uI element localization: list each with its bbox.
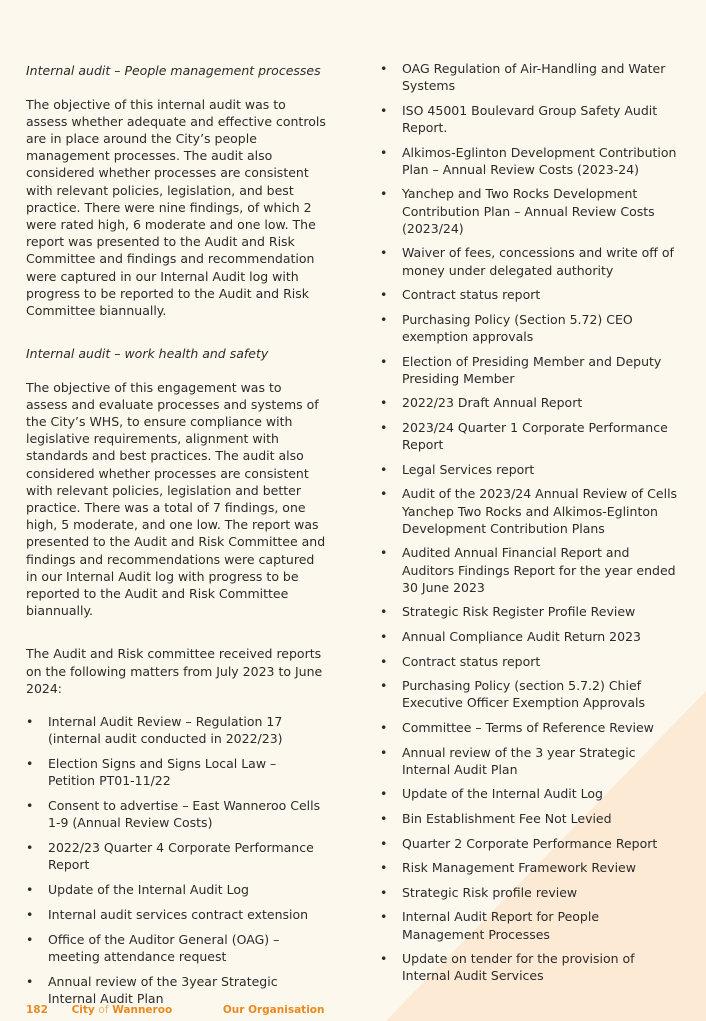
list-item: • Audited Annual Financial Report and Auditors Findings Report for the year ended 30 June 2023 <box>380 544 685 596</box>
page-number: 182 <box>26 1004 48 1016</box>
paragraph-people-management: The objective of this internal audit was to assess whether adequate and effective controls are in place around the City’s people management processes. The audit also considered whether processes are consistent with relevant policies, legislation, and best practice. There were nine findings, of which 2 were rated high, 6 moderate and one low. The report was presented to the Audit and Risk Committee and findings and recommendation were captured in our Internal Audit log with progress to be reported to the Audit and Risk Committee biannually. <box>26 96 326 318</box>
organisation-name <box>72 1004 173 1016</box>
heading-work-health-safety: Internal audit – work health and safety <box>26 346 269 362</box>
list-item: • Contract status report <box>380 653 685 670</box>
list-item: • Update of the Internal Audit Log <box>26 881 326 898</box>
list-item: • Update on tender for the provision of Internal Audit Services <box>380 950 685 984</box>
list-item: • Internal Audit Review – Regulation 17 (internal audit conducted in 2022/23) <box>26 713 326 747</box>
section-name: Our Organisation <box>222 1004 325 1016</box>
list-item: • Internal Audit Report for People Management Processes <box>380 908 685 942</box>
list-item: • Committee – Terms of Reference Review <box>380 719 685 736</box>
list-item: • Update of the Internal Audit Log <box>380 785 685 802</box>
left-column <box>26 60 326 1015</box>
list-item: • Waiver of fees, concessions and write off of money under delegated authority <box>380 244 685 278</box>
list-item: • Annual Compliance Audit Return 2023 <box>380 628 685 645</box>
right-report-list <box>380 60 685 985</box>
org-city: City <box>71 1004 95 1016</box>
list-item: • Alkimos-Eglinton Development Contribution Plan – Annual Review Costs (2023-24) <box>380 144 685 178</box>
page-footer <box>26 1004 325 1016</box>
list-item: • Consent to advertise – East Wanneroo Cells 1-9 (Annual Review Costs) <box>26 797 326 831</box>
list-item: • Contract status report <box>380 286 685 303</box>
list-item: • Annual review of the 3year Strategic Internal Audit Plan <box>26 973 326 1007</box>
list-item: • ISO 45001 Boulevard Group Safety Audit Report. <box>380 102 685 136</box>
list-item: • Strategic Risk profile review <box>380 884 685 901</box>
heading-people-management: Internal audit – People management processes <box>26 63 321 78</box>
list-item: • Quarter 2 Corporate Performance Report <box>380 835 685 852</box>
list-item: • Internal audit services contract extension <box>26 906 326 923</box>
paragraph-committee-reports-intro: The Audit and Risk committee received reports on the following matters from July 2023 to June 2024: <box>26 646 323 696</box>
list-item: • Yanchep and Two Rocks Development Contribution Plan – Annual Review Costs (2023/24) <box>380 185 685 237</box>
org-wanneroo: Wanneroo <box>112 1004 173 1016</box>
left-report-list <box>26 713 326 1007</box>
right-column <box>380 60 685 992</box>
list-item: • 2022/23 Quarter 4 Corporate Performance Report <box>26 839 326 873</box>
list-item: • Bin Establishment Fee Not Levied <box>380 810 685 827</box>
org-of: of <box>98 1004 109 1016</box>
list-item: • Purchasing Policy (section 5.7.2) Chief Executive Officer Exemption Approvals <box>380 677 685 711</box>
list-item: • Legal Services report <box>380 461 685 478</box>
list-item: • Election of Presiding Member and Deputy Presiding Member <box>380 353 685 387</box>
list-item: • 2023/24 Quarter 1 Corporate Performance Report <box>380 419 685 453</box>
list-item: • Annual review of the 3 year Strategic Internal Audit Plan <box>380 744 685 778</box>
list-item: • Election Signs and Signs Local Law – Petition PT01-11/22 <box>26 755 326 789</box>
list-item: • 2022/23 Draft Annual Report <box>380 394 685 411</box>
list-item: • Office of the Auditor General (OAG) – meeting attendance request <box>26 931 326 965</box>
list-item: • Audit of the 2023/24 Annual Review of Cells Yanchep Two Rocks and Alkimos-Eglinton Development Contribution Plans <box>380 485 685 537</box>
paragraph-work-health-safety: The objective of this engagement was to assess and evaluate processes and systems of the City’s WHS, to ensure compliance with legislative requirements, alignment with standards and best practices. The audit also considered whether processes are consistent with relevant policies, legislation and better practice. There was a total of 7 findings, one high, 5 moderate, and one low. The report was presented to the Audit and Risk Committee and findings and recommendations were captured in our Internal Audit log with progress to be reported to the Audit and Risk Committee biannually. <box>26 379 326 619</box>
list-item: • Purchasing Policy (Section 5.72) CEO exemption approvals <box>380 311 685 345</box>
list-item: • Risk Management Framework Review <box>380 859 685 876</box>
list-item: • Strategic Risk Register Profile Review <box>380 603 685 620</box>
list-item: • OAG Regulation of Air-Handling and Water Systems <box>380 60 685 94</box>
